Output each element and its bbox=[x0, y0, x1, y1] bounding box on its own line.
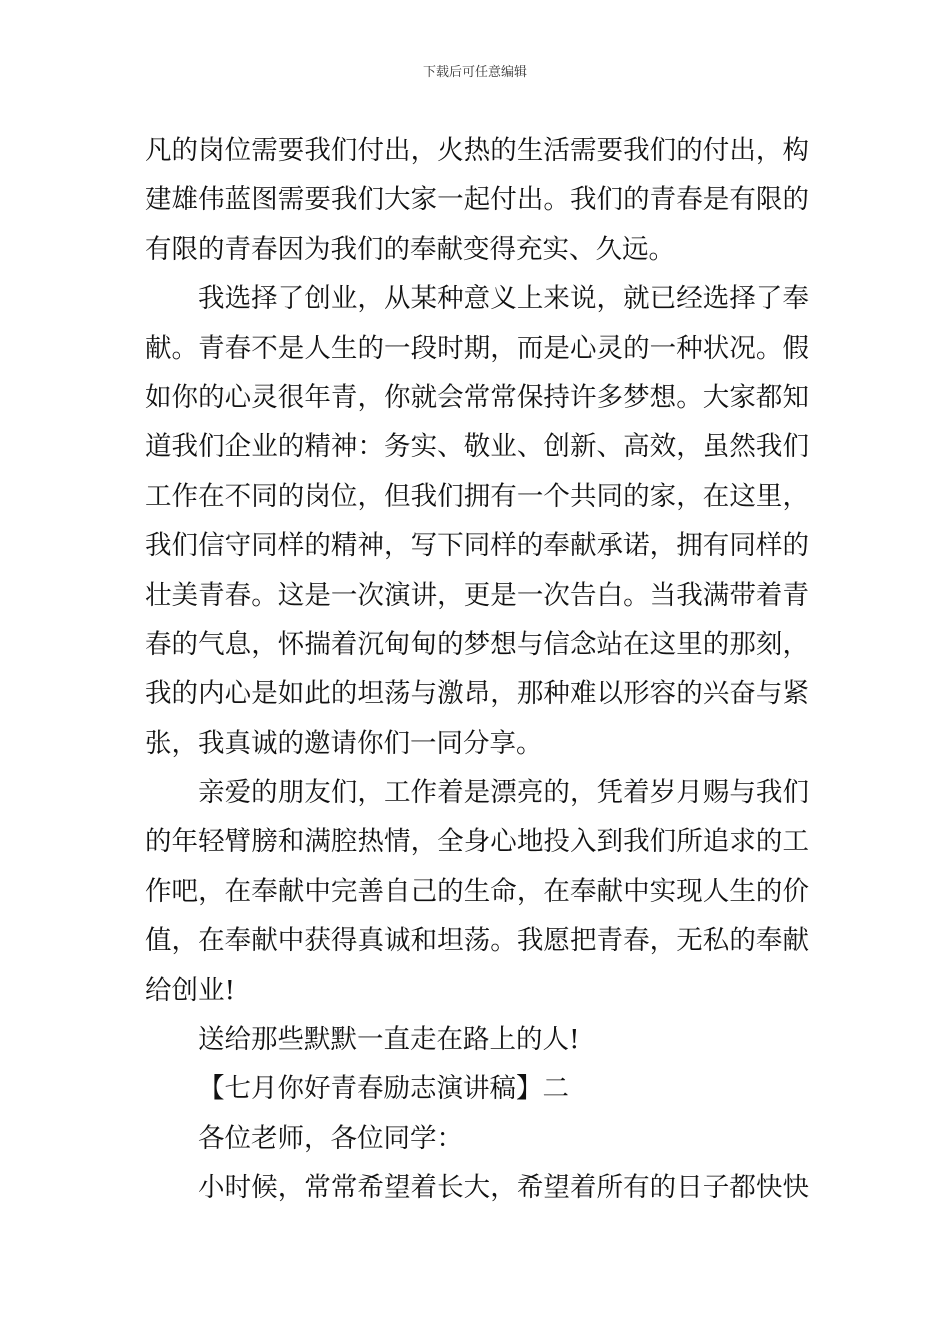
text-line: 如你的心灵很年青，你就会常常保持许多梦想。大家都知 bbox=[145, 381, 809, 413]
text-line: 亲爱的朋友们，工作着是漂亮的，凭着岁月赐与我们 bbox=[198, 777, 809, 809]
text-line: 春的气息，怀揣着沉甸甸的梦想与信念站在这里的那刻， bbox=[145, 628, 809, 660]
page-header: 下载后可任意编辑 bbox=[422, 65, 527, 80]
text-line: 小时候，常常希望着长大，希望着所有的日子都快快 bbox=[198, 1172, 809, 1204]
text-line: 我的内心是如此的坦荡与激昂，那种难以形容的兴奋与紧 bbox=[145, 678, 809, 710]
text-line: 的年轻臂膀和满腔热情，全身心地投入到我们所追求的工 bbox=[145, 826, 809, 858]
text-line: 凡的岗位需要我们付出，火热的生活需要我们的付出，构 bbox=[145, 135, 809, 166]
text-line: 各位老师，各位同学： bbox=[198, 1122, 463, 1154]
text-line: 给创业! bbox=[145, 974, 236, 1006]
text-line: 壮美青春。这是一次演讲，更是一次告白。当我满带着青 bbox=[145, 579, 809, 611]
text-line: 我们信守同样的精神，写下同样的奉献承诺，拥有同样的 bbox=[145, 530, 809, 562]
text-line: 建雄伟蓝图需要我们大家一起付出。我们的青春是有限的 bbox=[145, 184, 809, 216]
text-line: 我选择了创业，从某种意义上来说，就已经选择了奉 bbox=[198, 283, 809, 315]
text-line: 献。青春不是人生的一段时期，而是心灵的一种状况。假 bbox=[145, 332, 809, 364]
text-line: 送给那些默默一直走在路上的人! bbox=[198, 1024, 580, 1056]
text-line: 道我们企业的精神：务实、敬业、创新、高效，虽然我们 bbox=[145, 431, 809, 463]
text-line: 作吧，在奉献中完善自己的生命，在奉献中实现人生的价 bbox=[145, 875, 809, 907]
text-line: 有限的青春因为我们的奉献变得充实、久远。 bbox=[145, 233, 675, 265]
text-line: 工作在不同的岗位，但我们拥有一个共同的家，在这里， bbox=[145, 480, 809, 512]
text-line: 值，在奉献中获得真诚和坦荡。我愿把青春，无私的奉献 bbox=[145, 925, 809, 957]
text-line: 张，我真诚的邀请你们一同分享。 bbox=[145, 727, 543, 759]
text-line: 【七月你好青春励志演讲稿】二 bbox=[198, 1073, 569, 1105]
body-text bbox=[145, 126, 809, 1213]
